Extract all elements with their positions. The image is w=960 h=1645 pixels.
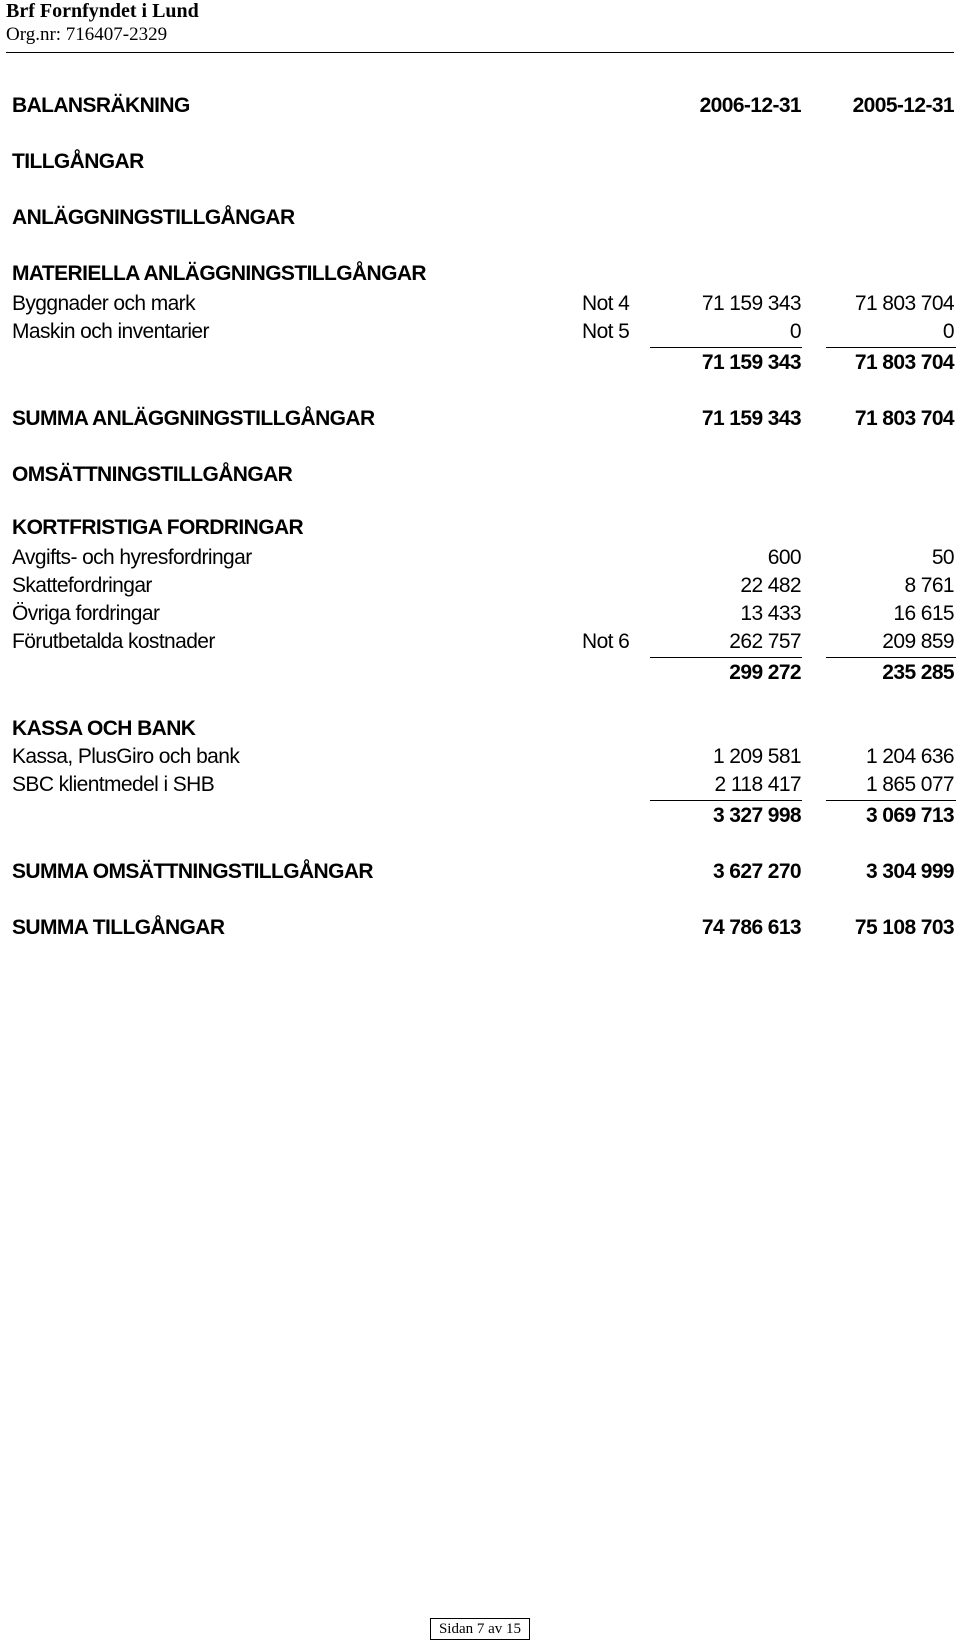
page-header	[6, 0, 199, 46]
table-row	[0, 771, 960, 799]
current-assets-heading: OMSÄTTNINGSTILLGÅNGAR	[12, 463, 293, 486]
value-2005: 50	[931, 546, 954, 569]
value-2005: 0	[942, 320, 954, 343]
value-2005: 8 761	[904, 574, 954, 597]
tangible-assets-heading: MATERIELLA ANLÄGGNINGSTILLGÅNGAR	[12, 262, 426, 285]
table-row	[0, 290, 960, 318]
value-2006: 22 482	[740, 574, 801, 597]
row-label: Kassa, PlusGiro och bank	[12, 745, 240, 768]
row-label: SBC klientmedel i SHB	[12, 773, 215, 796]
subtotal-rule	[826, 800, 956, 801]
subtotal-row	[0, 802, 960, 830]
row-label: Förutbetalda kostnader	[12, 630, 215, 653]
value-2006: 0	[789, 320, 801, 343]
fixed-assets-heading-row	[0, 204, 960, 232]
subtotal-rule	[650, 347, 802, 348]
value-2006: 262 757	[729, 630, 801, 653]
receivables-heading-row	[0, 514, 960, 542]
sum-2005: 3 304 999	[865, 860, 954, 883]
table-row	[0, 572, 960, 600]
value-2005: 1 865 077	[865, 773, 954, 796]
tangible-assets-heading-row	[0, 260, 960, 288]
balance-sheet-title-row	[0, 92, 960, 120]
table-row	[0, 600, 960, 628]
subtotal-2005: 71 803 704	[854, 351, 954, 374]
assets-heading: TILLGÅNGAR	[12, 150, 144, 173]
table-row	[0, 318, 960, 346]
sum-2006: 74 786 613	[701, 916, 801, 939]
value-2005: 71 803 704	[854, 292, 954, 315]
value-2005: 16 615	[893, 602, 954, 625]
row-label: Skattefordringar	[12, 574, 152, 597]
subtotal-2005: 3 069 713	[865, 804, 954, 827]
subtotal-2006: 71 159 343	[701, 351, 801, 374]
subtotal-rule	[650, 657, 802, 658]
row-label: Maskin och inventarier	[12, 320, 209, 343]
row-label: Övriga fordringar	[12, 602, 160, 625]
sum-2006: 3 627 270	[712, 860, 801, 883]
sum-2006: 71 159 343	[701, 407, 801, 430]
value-2005: 209 859	[882, 630, 954, 653]
table-row	[0, 743, 960, 771]
subtotal-rule	[826, 657, 956, 658]
table-row	[0, 544, 960, 572]
sum-2005: 75 108 703	[854, 916, 954, 939]
sum-current-assets-row	[0, 858, 960, 886]
sum-label: SUMMA ANLÄGGNINGSTILLGÅNGAR	[12, 407, 375, 430]
value-2006: 13 433	[740, 602, 801, 625]
cash-heading-row	[0, 715, 960, 743]
subtotal-row	[0, 349, 960, 377]
page-number: Sidan 7 av 15	[430, 1618, 530, 1640]
subtotal-2005: 235 285	[882, 661, 954, 684]
column-header-2005: 2005-12-31	[852, 94, 954, 117]
sum-label: SUMMA OMSÄTTNINGSTILLGÅNGAR	[12, 860, 373, 883]
row-label: Byggnader och mark	[12, 292, 195, 315]
row-note: Not 5	[582, 320, 630, 343]
company-name: Brf Fornfyndet i Lund	[6, 0, 199, 22]
cash-heading: KASSA OCH BANK	[12, 717, 196, 740]
current-assets-heading-row	[0, 461, 960, 489]
row-note: Not 6	[582, 630, 630, 653]
row-label: Avgifts- och hyresfordringar	[12, 546, 252, 569]
page-footer	[0, 1618, 960, 1640]
org-number: Org.nr: 716407-2329	[6, 24, 168, 45]
sum-2005: 71 803 704	[854, 407, 954, 430]
subtotal-2006: 3 327 998	[712, 804, 801, 827]
fixed-assets-heading: ANLÄGGNINGSTILLGÅNGAR	[12, 206, 295, 229]
row-note: Not 4	[582, 292, 630, 315]
value-2006: 1 209 581	[712, 745, 801, 768]
subtotal-rule	[650, 800, 802, 801]
value-2006: 2 118 417	[714, 773, 801, 796]
column-header-2006: 2006-12-31	[699, 94, 801, 117]
table-row	[0, 628, 960, 656]
subtotal-rule	[826, 347, 956, 348]
value-2006: 600	[767, 546, 801, 569]
sum-fixed-assets-row	[0, 405, 960, 433]
assets-heading-row	[0, 148, 960, 176]
sum-label: SUMMA TILLGÅNGAR	[12, 916, 225, 939]
sum-assets-row	[0, 914, 960, 942]
value-2005: 1 204 636	[865, 745, 954, 768]
receivables-heading: KORTFRISTIGA FORDRINGAR	[12, 516, 304, 539]
balance-sheet-title: BALANSRÄKNING	[12, 94, 190, 117]
subtotal-2006: 299 272	[729, 661, 801, 684]
header-divider	[6, 52, 954, 53]
subtotal-row	[0, 659, 960, 687]
value-2006: 71 159 343	[701, 292, 801, 315]
